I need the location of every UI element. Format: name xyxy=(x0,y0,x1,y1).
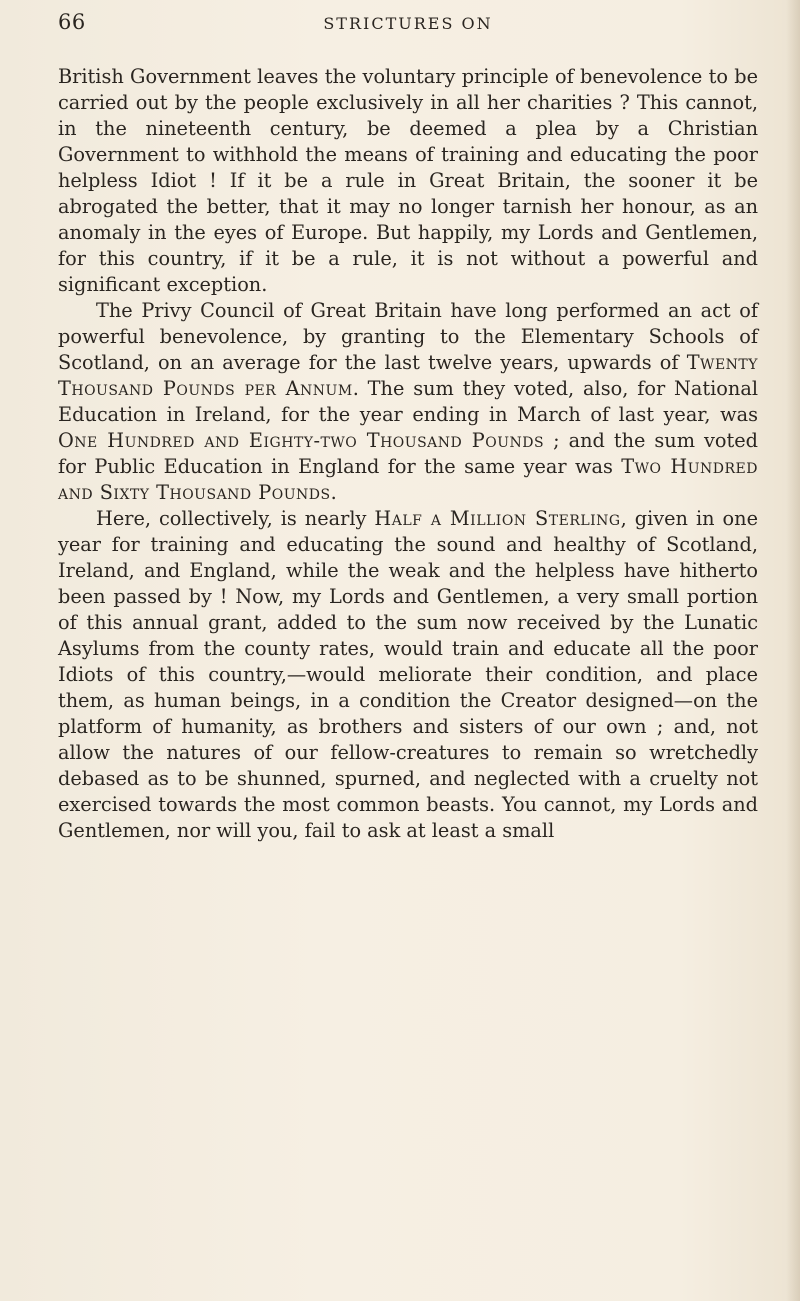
paragraph-3-text: Here, collectively, is nearly xyxy=(96,507,375,530)
page-edge-shadow xyxy=(786,0,800,1301)
paragraph-2 xyxy=(58,298,758,506)
paragraph-2-text: The Privy Council of Great Britain have long performed an act of powerful benevolence, by granting to the Elementary Schools of Scotland, on an average for the last twelve years, upwards of xyxy=(58,299,758,374)
page-header xyxy=(58,10,758,42)
body-text xyxy=(58,64,758,844)
paragraph-1-text: British Government leaves the voluntary principle of benevolence to be carried out by the people exclusively in all her charities ? This cannot, in the nineteenth century, be deemed a plea by a Christian Government to withhold the means of training and educating the poor helpless Idiot ! If it be a rule in Great Britain, the sooner it be abrogated the better, that it may no longer tarnish her honour, as an anomaly in the eyes of Europe. But happily, my Lords and Gentlemen, for this country, if it be a rule, it is not without a powerful and significant exception. xyxy=(58,65,758,296)
page-number: 66 xyxy=(58,10,86,34)
paragraph-2-text: . The sum they voted, also, for National Education in Ireland, for the year ending in March of last year, was xyxy=(58,377,758,426)
paragraph-2-text: . xyxy=(330,481,337,504)
paragraph-3-text: , given in one year for training and educating the sound and healthy of Scotland, Ireland, and England, while the weak and the helpless have hitherto been passed by ! Now, my Lords and Gentlemen, a very small portion of this annual grant, added to the sum now received by the Lunatic Asylums from the county rates, would train and educate all the poor Idiots of this country,—would meliorate their condition, and place them, as human beings, in a condition the Creator designed—on the platform of humanity, as brothers and sisters of our own ; and, not allow the natures of our fellow-creatures to remain so wretchedly debased as to be shunned, spurned, and neglected with a cruelty not exercised towards the most common beasts. You cannot, my Lords and Gentlemen, nor will you, fail to ask at least a small xyxy=(58,507,758,842)
paragraph-1 xyxy=(58,64,758,298)
amount-twenty-thousand: Twenty Thousand Pounds per Annum xyxy=(58,351,758,400)
amount-one-hundred-eighty-two-thousand: One Hundred and Eighty-two Thousand Pounds xyxy=(58,429,545,452)
paragraph-2-text: ; and the sum voted for Public Education in England for the same year was xyxy=(58,429,759,478)
amount-half-million: Half a Million Sterling xyxy=(374,507,621,530)
amount-two-hundred-sixty-thousand: Two Hundred and Sixty Thousand Pounds xyxy=(58,455,758,504)
running-head: STRICTURES ON xyxy=(323,14,493,33)
paragraph-3 xyxy=(58,506,758,844)
